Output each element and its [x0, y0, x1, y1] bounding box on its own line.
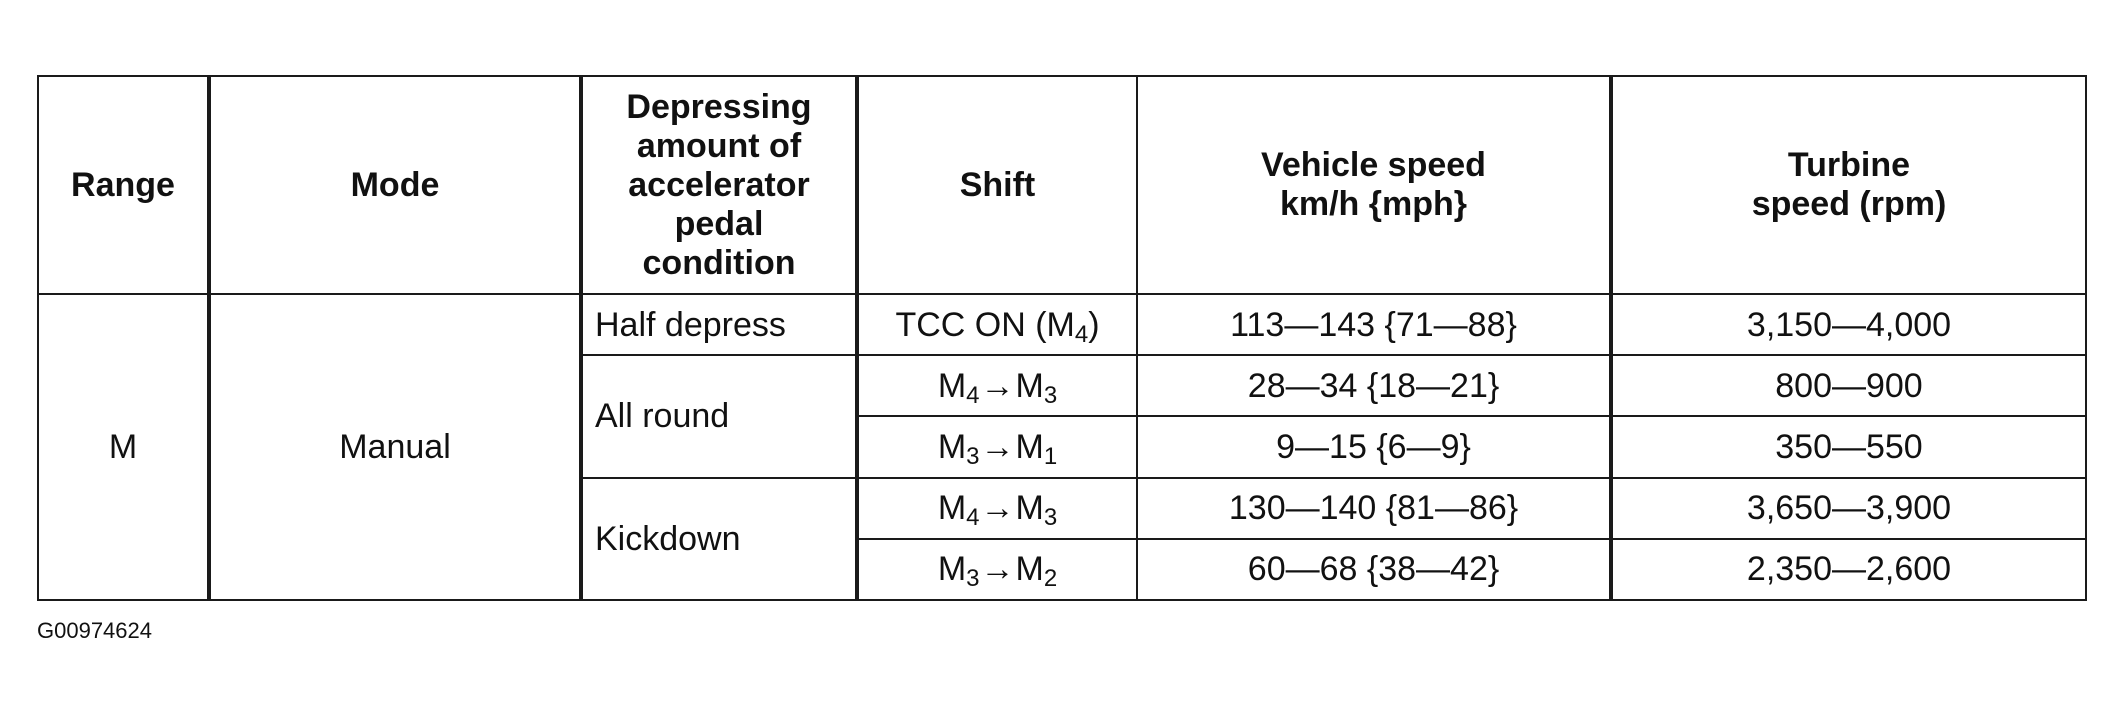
arrow-icon: →: [980, 427, 1015, 466]
shift-cell: [857, 539, 1137, 600]
header-row: [38, 76, 2086, 294]
vehicle-speed-cell: 9—15 {6—9}: [1137, 416, 1611, 477]
shift-subscript: 1: [1043, 442, 1058, 470]
shift-text: M: [1015, 489, 1044, 528]
shift-text: M: [937, 366, 967, 405]
turbine-speed-cell: 350—550: [1611, 416, 2086, 477]
arrow-icon: →: [980, 550, 1015, 589]
shift-cell: [857, 416, 1137, 477]
vehicle-speed-cell: 130—140 {81—86}: [1137, 478, 1611, 539]
shift-subscript: 4: [1074, 320, 1089, 348]
shift-text: M: [1015, 427, 1044, 466]
shift-subscript: 3: [966, 442, 980, 470]
shift-subscript: 3: [966, 565, 980, 593]
shift-subscript: 3: [1043, 504, 1058, 532]
condition-cell: Half depress: [581, 294, 857, 355]
header-mode: Mode: [209, 76, 581, 294]
vehicle-speed-cell: 113—143 {71—88}: [1137, 294, 1611, 355]
shift-subscript: 4: [966, 504, 980, 532]
shift-subscript: 3: [1043, 381, 1058, 409]
vehicle-speed-cell: 60—68 {38—42}: [1137, 539, 1611, 600]
shift-text: ): [1088, 305, 1100, 344]
turbine-speed-cell: 2,350—2,600: [1611, 539, 2086, 600]
vehicle-speed-cell: 28—34 {18—21}: [1137, 355, 1611, 416]
header-shift: Shift: [857, 76, 1137, 294]
turbine-speed-cell: 3,650—3,900: [1611, 478, 2086, 539]
shift-text: M: [937, 550, 967, 589]
shift-text: M: [937, 489, 967, 528]
shift-subscript: 4: [966, 381, 980, 409]
shift-speed-table: [37, 75, 2087, 601]
header-range: Range: [38, 76, 209, 294]
header-accelerator-condition: [581, 76, 857, 294]
header-turbine-speed: [1611, 76, 2086, 294]
table-row: [38, 294, 2086, 355]
header-vehicle-speed-text: Vehicle speed km/h {mph}: [1261, 146, 1486, 223]
range-cell: M: [38, 294, 209, 600]
condition-cell: Kickdown: [581, 478, 857, 600]
shift-subscript: 2: [1043, 565, 1058, 593]
shift-text: M: [1015, 550, 1044, 589]
header-vehicle-speed: [1137, 76, 1611, 294]
header-accelerator-condition-text: Depressing amount of accelerator pedal condition: [626, 87, 812, 282]
turbine-speed-cell: 3,150—4,000: [1611, 294, 2086, 355]
shift-cell: [857, 294, 1137, 355]
figure-code: G00974624: [37, 618, 152, 643]
shift-text: M: [937, 427, 967, 466]
shift-text: M: [1015, 366, 1044, 405]
arrow-icon: →: [980, 489, 1015, 528]
shift-text: TCC ON (M: [895, 305, 1075, 344]
arrow-icon: →: [980, 366, 1015, 405]
mode-cell: Manual: [209, 294, 581, 600]
condition-cell: All round: [581, 355, 857, 477]
turbine-speed-cell: 800—900: [1611, 355, 2086, 416]
header-turbine-speed-text: Turbine speed (rpm): [1751, 146, 1947, 223]
shift-cell: [857, 478, 1137, 539]
shift-cell: [857, 355, 1137, 416]
